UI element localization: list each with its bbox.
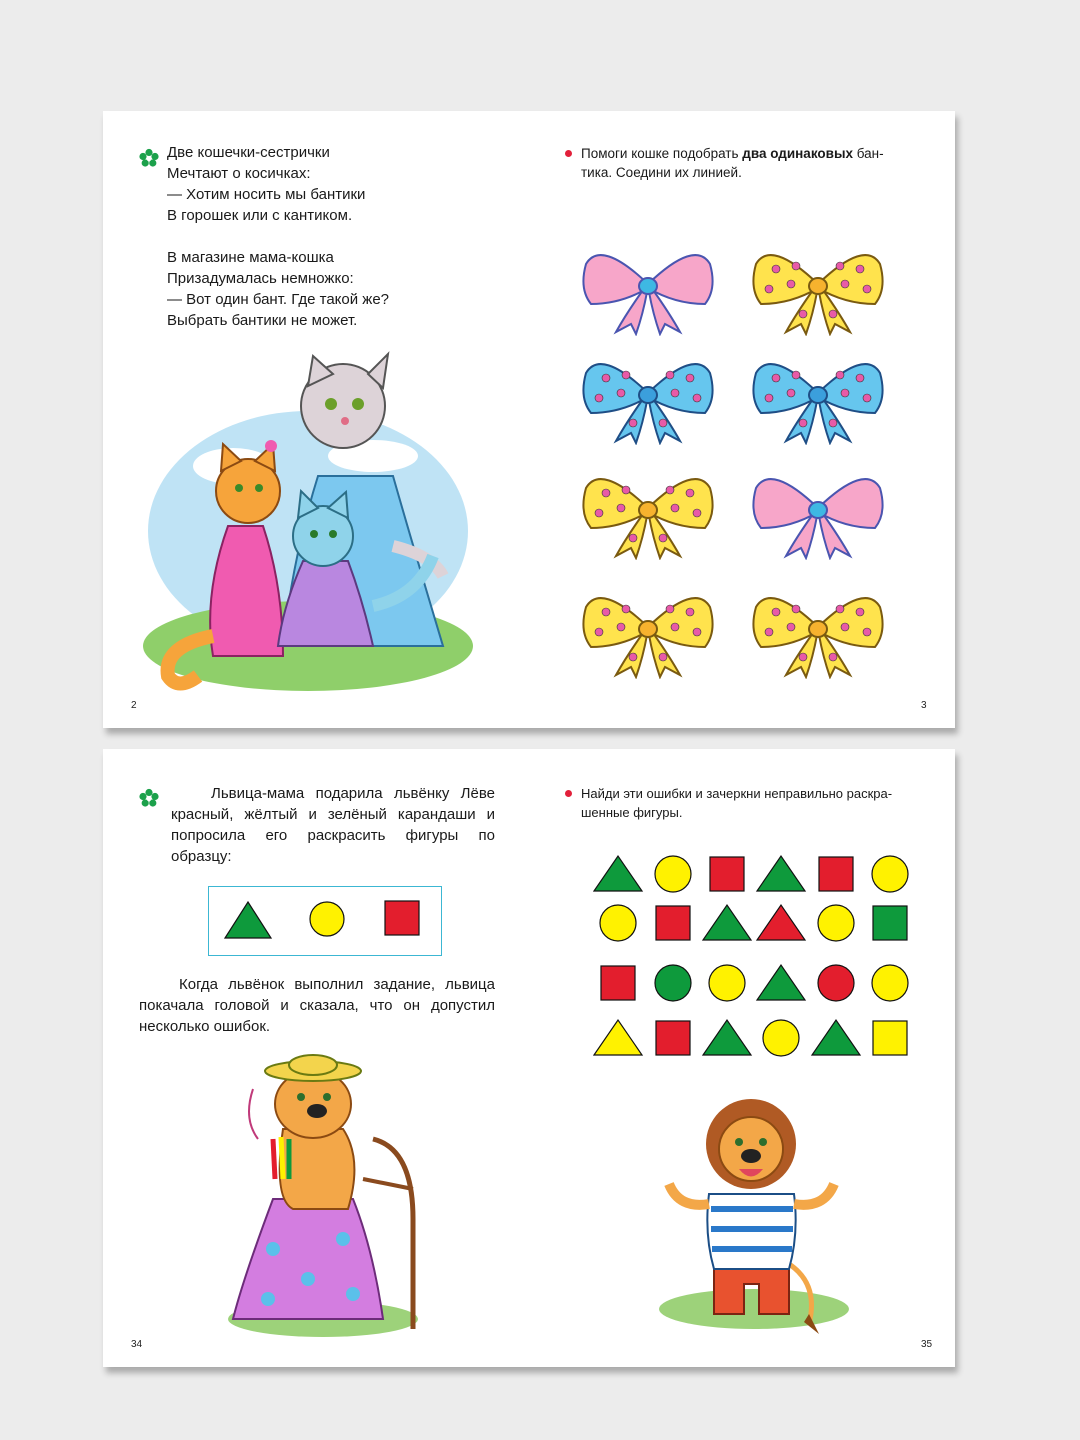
bow-blue-dots[interactable] (751, 353, 885, 445)
bow-yellow-dots[interactable] (581, 468, 715, 560)
page-number: 34 (131, 1339, 143, 1350)
bullet-icon (565, 790, 572, 797)
page-34 (103, 749, 529, 1367)
bow-yellow-dots[interactable] (751, 244, 885, 336)
poem-line: — Вот один бант. Где такой же? (167, 291, 389, 308)
task-text (581, 784, 921, 822)
cats-illustration (143, 346, 473, 696)
poem-line: В горошек или с кантиком. (167, 207, 353, 224)
task-text-line: тика. Соедини их линией. (581, 165, 742, 180)
page-2 (103, 111, 529, 728)
paragraph-1 (171, 783, 495, 867)
page-number: 3 (921, 700, 927, 711)
shape-square-red[interactable] (819, 857, 853, 891)
shape-square-yellow[interactable] (873, 1021, 907, 1055)
shape-triangle-yellow[interactable] (594, 1020, 642, 1055)
paragraph-2 (139, 974, 495, 1037)
bow-yellow-dots[interactable] (581, 587, 715, 679)
sample-circle-yellow (310, 902, 344, 936)
shape-square-green[interactable] (873, 906, 907, 940)
paragraph-text: Когда львёнок выполнил задание, львица покачала головой и сказала, что он допустил несколько ошибок. (139, 976, 495, 1035)
shape-triangle-green[interactable] (703, 905, 751, 940)
flower-icon (137, 147, 161, 171)
sample-shapes (208, 886, 442, 956)
lioness-illustration (213, 1049, 433, 1339)
book-spread-2 (103, 749, 955, 1367)
sample-square-red (385, 901, 419, 935)
page-35 (529, 749, 955, 1367)
bullet-icon (565, 150, 572, 157)
page-number: 35 (921, 1339, 933, 1350)
bow-yellow-dots[interactable] (751, 587, 885, 679)
lion-cub-illustration (659, 1084, 859, 1334)
poem (167, 142, 389, 331)
poem-line: — Хотим носить мы бантики (167, 186, 366, 203)
shapes-grid (593, 849, 913, 1064)
paragraph-text: Львица-мама подарила львёнку Лёве красный, жёлтый и зелёный карандаши и попросила его раскрасить фигуры по образцу: (171, 785, 495, 865)
poem-line: Две кошечки-сестрички (167, 144, 330, 161)
shape-square-red[interactable] (656, 1021, 690, 1055)
shape-triangle-green[interactable] (757, 856, 805, 891)
shape-circle-yellow[interactable] (763, 1020, 799, 1056)
task-text (581, 144, 921, 182)
task-text-part: бан- (852, 146, 884, 161)
bow-pink[interactable] (581, 244, 715, 336)
task-text-line: шенные фигуры. (581, 805, 683, 820)
shape-circle-yellow[interactable] (872, 856, 908, 892)
poem-line: Выбрать бантики не может. (167, 312, 358, 329)
flower-icon (137, 787, 161, 811)
bow-pink[interactable] (751, 468, 885, 560)
shape-triangle-green[interactable] (812, 1020, 860, 1055)
shape-circle-yellow[interactable] (709, 965, 745, 1001)
page-3 (529, 111, 955, 728)
shape-triangle-green[interactable] (703, 1020, 751, 1055)
shape-circle-yellow[interactable] (600, 905, 636, 941)
shape-triangle-red[interactable] (757, 905, 805, 940)
shape-circle-green[interactable] (655, 965, 691, 1001)
page-number: 2 (131, 700, 137, 711)
book-spread-1 (103, 111, 955, 728)
shape-circle-red[interactable] (818, 965, 854, 1001)
sample-triangle-green (225, 902, 271, 938)
poem-line: В магазине мама-кошка (167, 249, 334, 266)
bow-blue-dots[interactable] (581, 353, 715, 445)
shape-square-red[interactable] (656, 906, 690, 940)
shape-triangle-green[interactable] (594, 856, 642, 891)
task-text-part: Помоги кошке подобрать (581, 146, 743, 161)
sample-frame (208, 886, 442, 956)
poem-line: Призадумалась немножко: (167, 270, 354, 287)
task-text-line: Найди эти ошибки и зачеркни неправильно раскра- (581, 786, 893, 801)
shape-circle-yellow[interactable] (818, 905, 854, 941)
shape-circle-yellow[interactable] (655, 856, 691, 892)
shape-square-red[interactable] (601, 966, 635, 1000)
poem-line: Мечтают о косичках: (167, 165, 311, 182)
shape-circle-yellow[interactable] (872, 965, 908, 1001)
shape-square-red[interactable] (710, 857, 744, 891)
task-text-bold: два одинаковых (742, 146, 853, 161)
shape-triangle-green[interactable] (757, 965, 805, 1000)
